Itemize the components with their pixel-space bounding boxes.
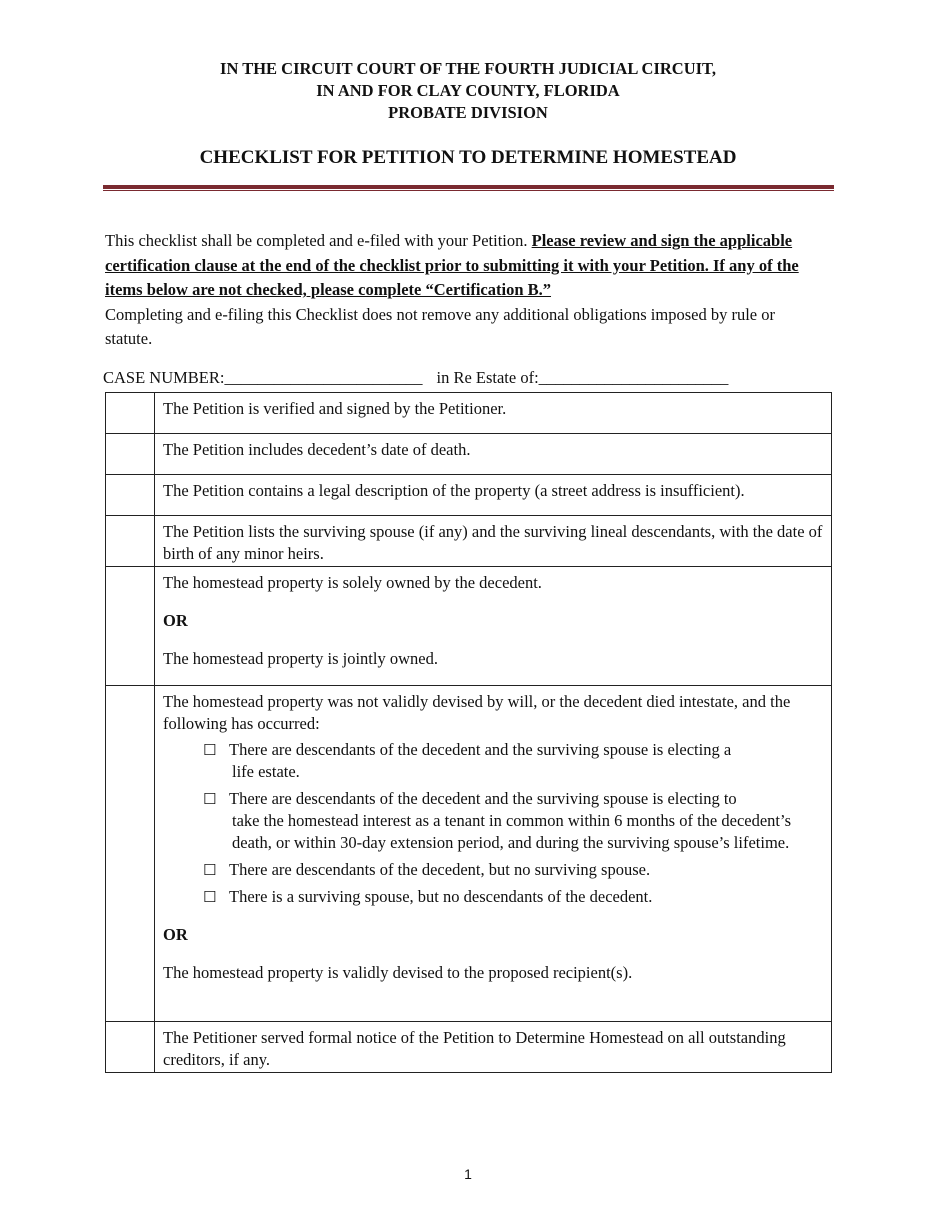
check-cell[interactable] <box>106 434 155 475</box>
option-text: There are descendants of the decedent and the surviving spouse is electing to <box>229 789 737 808</box>
joint-ownership-text: The homestead property is jointly owned. <box>163 649 438 668</box>
option-item <box>203 886 823 908</box>
or-label: OR <box>163 925 188 944</box>
sole-ownership-text: The homestead property is solely owned by the decedent. <box>163 573 542 592</box>
court-header-line-2: IN AND FOR CLAY COUNTY, FLORIDA <box>316 81 620 100</box>
row-text: The Petitioner served formal notice of the Petition to Determine Homestead on all outstanding creditors, if any. <box>155 1022 832 1073</box>
option-text-cont: life estate. <box>232 762 300 781</box>
case-line <box>103 368 728 388</box>
page-number: 1 <box>464 1166 472 1182</box>
intro-instruction: Please review and sign the applicable certification clause at the end of the checklist prior to submitting it with your Petition. If any of the items below are not checked, please complete “Certification B.” <box>105 231 799 299</box>
case-number-field[interactable]: CASE NUMBER:________________________ <box>103 368 423 387</box>
intro-obligations-note: Completing and e-filing this Checklist does not remove any additional obligations imposed by rule or statute. <box>105 304 775 348</box>
validly-devised-text: The homestead property is validly devised to the proposed recipient(s). <box>163 963 633 982</box>
option-item <box>203 739 823 783</box>
intro-plain-text: This checklist shall be completed and e-filed with your Petition. <box>105 231 532 250</box>
check-cell[interactable] <box>106 475 155 516</box>
checklist-row <box>106 567 832 686</box>
option-item <box>203 859 823 881</box>
row-text: The Petition contains a legal description of the property (a street address is insufficient). <box>155 475 832 516</box>
check-cell[interactable] <box>106 567 155 686</box>
title-rule-thin <box>103 190 834 191</box>
checklist-table <box>105 392 832 1073</box>
option-item <box>203 788 823 854</box>
check-cell[interactable] <box>106 686 155 1022</box>
checklist-row <box>106 475 832 516</box>
row-text: The Petition includes decedent’s date of death. <box>155 434 832 475</box>
checklist-row <box>106 434 832 475</box>
checklist-row <box>106 1022 832 1073</box>
checklist-row <box>106 516 832 567</box>
check-cell[interactable] <box>106 516 155 567</box>
court-header-line-3: PROBATE DIVISION <box>388 103 548 122</box>
or-label: OR <box>163 611 188 630</box>
not-devised-text: The homestead property was not validly devised by will, or the decedent died intestate, and the following has occurred: <box>163 692 791 733</box>
checklist-row <box>106 393 832 434</box>
option-text: There are descendants of the decedent, but no surviving spouse. <box>229 860 651 879</box>
check-cell[interactable] <box>106 1022 155 1073</box>
checklist-row <box>106 686 832 1022</box>
estate-name-field[interactable]: in Re Estate of:_______________________ <box>436 368 729 387</box>
option-text-cont: take the homestead interest as a tenant in common within 6 months of the decedent’s death, or within 30-day extension period, and during the surviving spouse’s lifetime. <box>232 811 792 852</box>
row-text: The Petition is verified and signed by the Petitioner. <box>155 393 832 434</box>
option-text: There are descendants of the decedent and the surviving spouse is electing a <box>229 740 732 759</box>
row-text: The Petition lists the surviving spouse (if any) and the surviving lineal descendants, with the date of birth of any minor heirs. <box>155 516 832 567</box>
checkbox-icon[interactable]: ☐ <box>203 790 217 808</box>
court-header-line-1: IN THE CIRCUIT COURT OF THE FOURTH JUDICIAL CIRCUIT, <box>220 59 716 78</box>
title-rule-thick <box>103 185 834 189</box>
intro-paragraph <box>105 229 825 352</box>
checkbox-icon[interactable]: ☐ <box>203 888 217 906</box>
check-cell[interactable] <box>106 393 155 434</box>
document-title: CHECKLIST FOR PETITION TO DETERMINE HOMESTEAD <box>199 147 737 168</box>
checkbox-icon[interactable]: ☐ <box>203 741 217 759</box>
court-header <box>0 58 936 124</box>
checkbox-icon[interactable]: ☐ <box>203 861 217 879</box>
option-text: There is a surviving spouse, but no descendants of the decedent. <box>229 887 653 906</box>
